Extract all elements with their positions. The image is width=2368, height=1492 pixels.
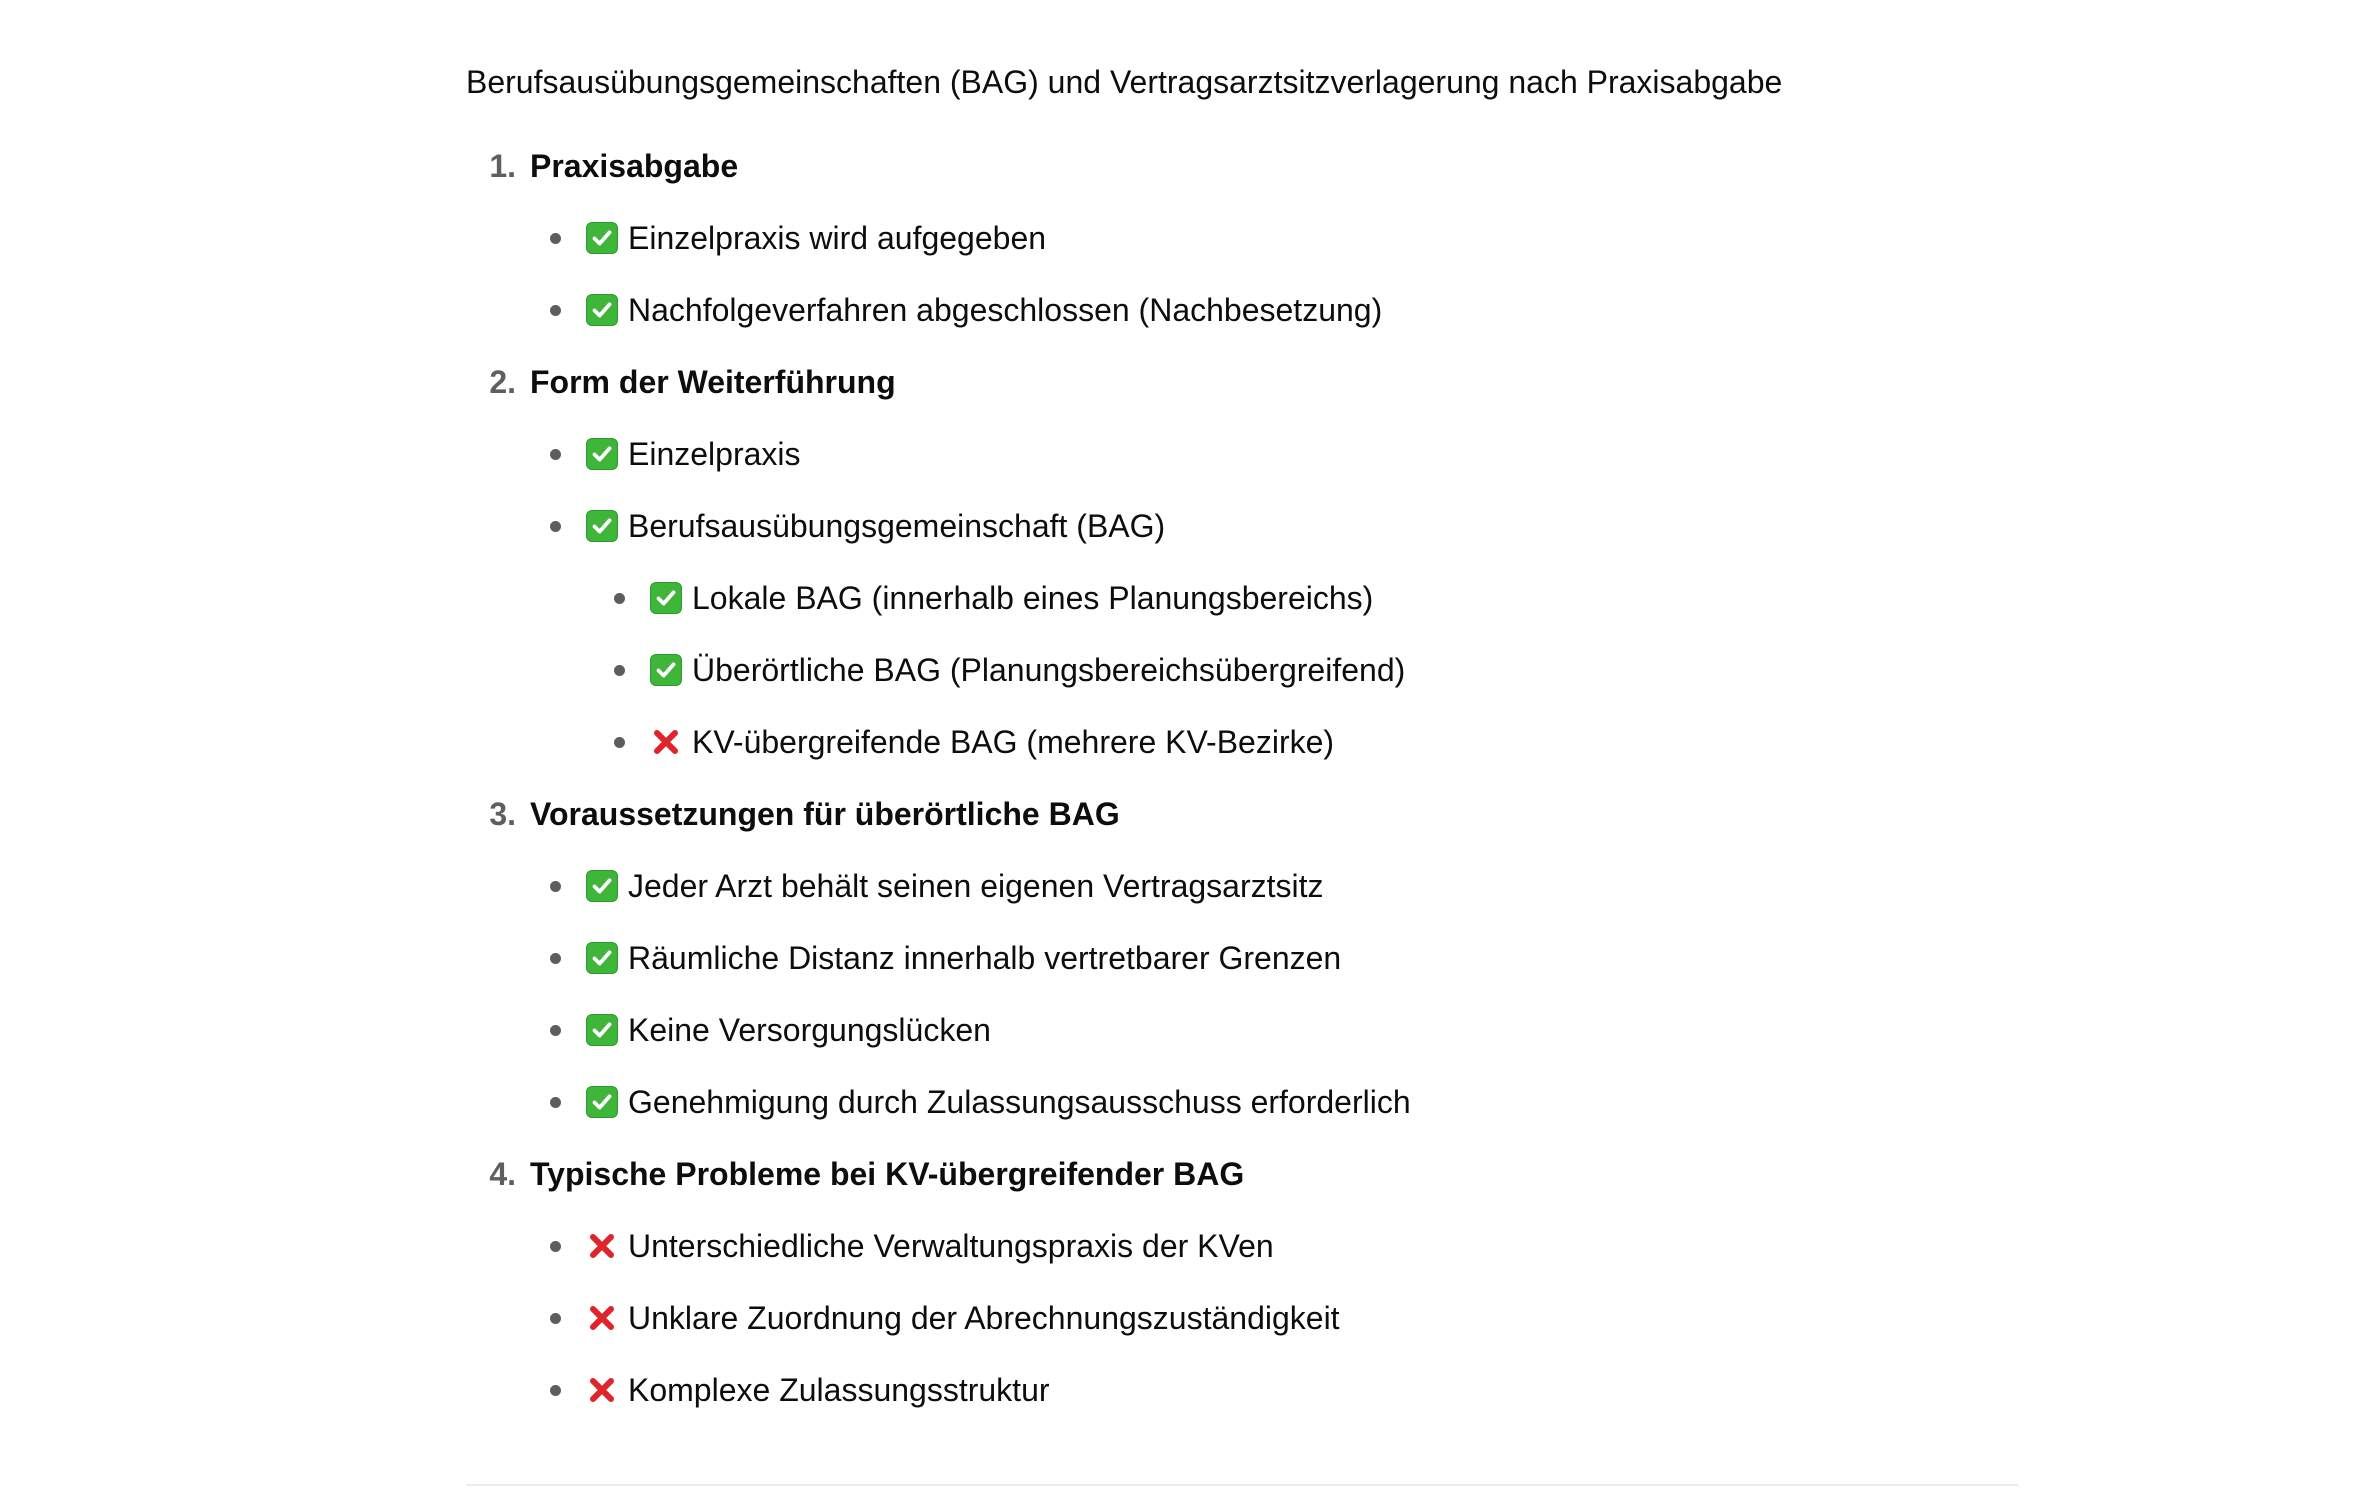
list-item-text: Einzelpraxis xyxy=(628,435,801,472)
bullet-list xyxy=(466,850,2026,1138)
section-heading xyxy=(466,130,2026,202)
check-mark-icon xyxy=(586,438,618,470)
section-title: Typische Probleme bei KV-übergreifender BAG xyxy=(530,1155,1245,1192)
cross-mark-icon xyxy=(586,1302,618,1334)
list-item-text: Komplexe Zulassungsstruktur xyxy=(628,1371,1050,1408)
bullet-dot-icon xyxy=(550,449,561,460)
bullet-list xyxy=(466,202,2026,346)
list-item-text: KV-übergreifende BAG (mehrere KV-Bezirke) xyxy=(692,723,1335,760)
section-number: 2. xyxy=(489,363,516,400)
cross-mark-icon xyxy=(650,726,682,758)
list-item xyxy=(466,562,2026,634)
section-heading xyxy=(466,778,2026,850)
section-title: Praxisabgabe xyxy=(530,147,739,184)
list-item xyxy=(466,1210,2026,1282)
check-mark-icon xyxy=(586,1014,618,1046)
list-item xyxy=(466,994,2026,1066)
bullet-dot-icon xyxy=(550,233,561,244)
section-title: Form der Weiterführung xyxy=(530,363,896,400)
section xyxy=(466,778,2026,1138)
list-item xyxy=(466,922,2026,994)
divider xyxy=(466,1484,2018,1486)
bullet-dot-icon xyxy=(550,1385,561,1396)
list-item-text: Überörtliche BAG (Planungsbereichsübergreifend) xyxy=(692,651,1406,688)
bullet-dot-icon xyxy=(614,737,625,748)
list-item-text: Einzelpraxis wird aufgegeben xyxy=(628,219,1047,256)
bullet-dot-icon xyxy=(550,305,561,316)
bullet-dot-icon xyxy=(550,953,561,964)
bullet-list xyxy=(466,1210,2026,1426)
check-mark-icon xyxy=(586,510,618,542)
list-item-text: Genehmigung durch Zulassungsausschuss erforderlich xyxy=(628,1083,1411,1120)
list-item-text: Keine Versorgungslücken xyxy=(628,1011,991,1048)
bullet-dot-icon xyxy=(614,593,625,604)
document xyxy=(466,58,2026,1426)
section-heading xyxy=(466,1138,2026,1210)
list-item xyxy=(466,1354,2026,1426)
list-item xyxy=(466,490,2026,562)
list-item xyxy=(466,202,2026,274)
bullet-list xyxy=(466,418,2026,778)
list-item-text: Nachfolgeverfahren abgeschlossen (Nachbesetzung) xyxy=(628,291,1383,328)
check-mark-icon xyxy=(586,222,618,254)
list-item-text: Berufsausübungsgemeinschaft (BAG) xyxy=(628,507,1166,544)
list-item-text: Lokale BAG (innerhalb eines Planungsbereichs) xyxy=(692,579,1374,616)
section xyxy=(466,1138,2026,1426)
list-item-text: Unklare Zuordnung der Abrechnungszuständigkeit xyxy=(628,1299,1340,1336)
list-item xyxy=(466,274,2026,346)
check-mark-icon xyxy=(586,870,618,902)
check-mark-icon xyxy=(586,1086,618,1118)
list-item xyxy=(466,1282,2026,1354)
section-list xyxy=(466,130,2026,1426)
check-mark-icon xyxy=(650,582,682,614)
list-item-text: Unterschiedliche Verwaltungspraxis der KVen xyxy=(628,1227,1274,1264)
bullet-dot-icon xyxy=(550,1313,561,1324)
check-mark-icon xyxy=(650,654,682,686)
list-item-text: Jeder Arzt behält seinen eigenen Vertragsarztsitz xyxy=(628,867,1324,904)
bullet-dot-icon xyxy=(550,881,561,892)
list-item-text: Räumliche Distanz innerhalb vertretbarer Grenzen xyxy=(628,939,1342,976)
list-item xyxy=(466,634,2026,706)
section xyxy=(466,346,2026,778)
cross-mark-icon xyxy=(586,1230,618,1262)
section-number: 1. xyxy=(489,147,516,184)
section-title: Voraussetzungen für überörtliche BAG xyxy=(530,795,1120,832)
section xyxy=(466,130,2026,346)
section-number: 3. xyxy=(489,795,516,832)
section-heading xyxy=(466,346,2026,418)
list-item xyxy=(466,1066,2026,1138)
check-mark-icon xyxy=(586,294,618,326)
bullet-dot-icon xyxy=(550,1241,561,1252)
bullet-dot-icon xyxy=(550,1025,561,1036)
check-mark-icon xyxy=(586,942,618,974)
intro-heading: Berufsausübungsgemeinschaften (BAG) und Vertragsarztsitzverlagerung nach Praxisabgabe xyxy=(466,64,1783,100)
list-item xyxy=(466,850,2026,922)
bullet-dot-icon xyxy=(614,665,625,676)
bullet-dot-icon xyxy=(550,1097,561,1108)
bullet-dot-icon xyxy=(550,521,561,532)
cross-mark-icon xyxy=(586,1374,618,1406)
list-item xyxy=(466,418,2026,490)
section-number: 4. xyxy=(489,1155,516,1192)
list-item xyxy=(466,706,2026,778)
